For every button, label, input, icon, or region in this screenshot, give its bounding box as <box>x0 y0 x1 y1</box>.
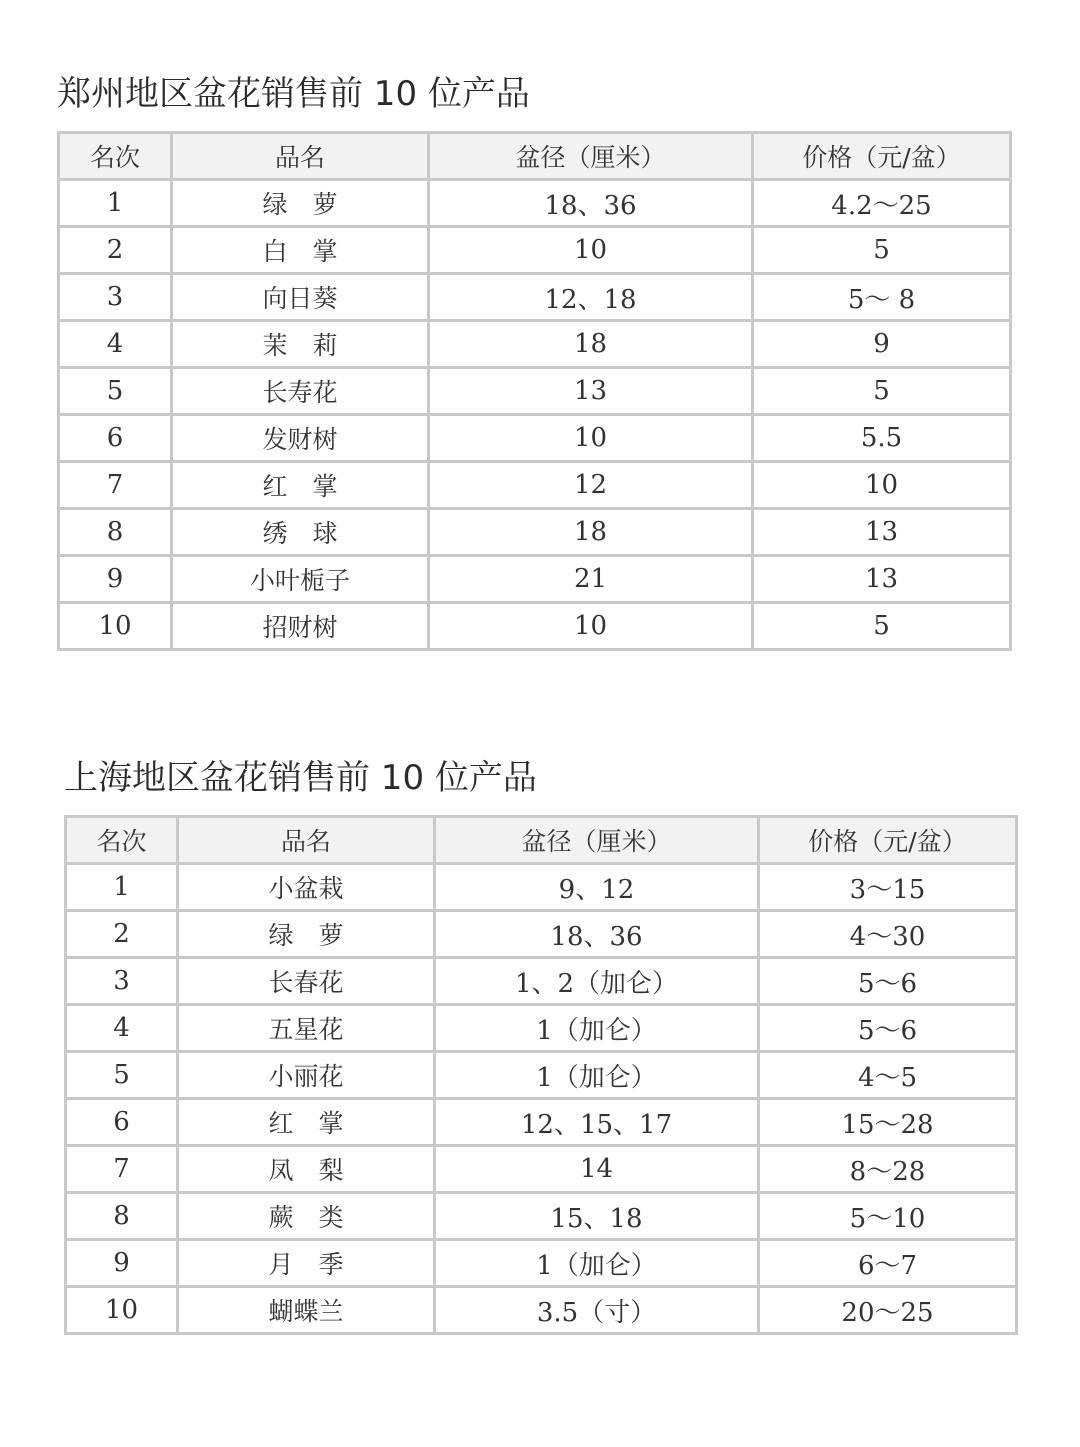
col-header-pot-size: 盆径（厘米） <box>429 133 753 180</box>
price-cell: 4～5 <box>759 1052 1017 1099</box>
product-name-cell: 红 掌 <box>178 1099 435 1146</box>
rank-cell: 2 <box>59 227 172 274</box>
table-row <box>66 1193 1017 1240</box>
price-cell: 6～7 <box>759 1240 1017 1287</box>
col-header-rank: 名次 <box>59 133 172 180</box>
price-cell: 4.2～25 <box>753 180 1011 227</box>
pot-size-cell: 13 <box>429 368 753 415</box>
pot-size-cell: 12、15、17 <box>435 1099 759 1146</box>
product-name-cell: 小盆栽 <box>178 864 435 911</box>
pot-size-cell: 9、12 <box>435 864 759 911</box>
rank-cell: 9 <box>66 1240 178 1287</box>
product-name-cell: 长寿花 <box>172 368 429 415</box>
rank-cell: 9 <box>59 556 172 603</box>
price-cell: 5～ 8 <box>753 274 1011 321</box>
rank-cell: 2 <box>66 911 178 958</box>
table-row <box>59 321 1011 368</box>
table-header-row <box>66 817 1017 864</box>
price-cell: 8～28 <box>759 1146 1017 1193</box>
price-cell: 5～10 <box>759 1193 1017 1240</box>
rank-cell: 8 <box>59 509 172 556</box>
product-name-cell: 白 掌 <box>172 227 429 274</box>
rank-cell: 1 <box>59 180 172 227</box>
rank-cell: 6 <box>59 415 172 462</box>
price-cell: 5.5 <box>753 415 1011 462</box>
product-name-cell: 招财树 <box>172 603 429 650</box>
product-name-cell: 发财树 <box>172 415 429 462</box>
product-name-cell: 五星花 <box>178 1005 435 1052</box>
price-cell: 3～15 <box>759 864 1017 911</box>
pot-size-cell: 1、2（加仑） <box>435 958 759 1005</box>
pot-size-cell: 10 <box>429 227 753 274</box>
pot-size-cell: 10 <box>429 415 753 462</box>
table-header-row <box>59 133 1011 180</box>
pot-size-cell: 14 <box>435 1146 759 1193</box>
price-cell: 5～6 <box>759 958 1017 1005</box>
pot-size-cell: 21 <box>429 556 753 603</box>
pot-size-cell: 15、18 <box>435 1193 759 1240</box>
col-header-rank: 名次 <box>66 817 178 864</box>
pot-size-cell: 18 <box>429 509 753 556</box>
pot-size-cell: 18、36 <box>435 911 759 958</box>
pot-size-cell: 12、18 <box>429 274 753 321</box>
price-cell: 15～28 <box>759 1099 1017 1146</box>
rank-cell: 7 <box>66 1146 178 1193</box>
rank-cell: 3 <box>66 958 178 1005</box>
table-row <box>66 1146 1017 1193</box>
product-name-cell: 月 季 <box>178 1240 435 1287</box>
zhengzhou-title: 郑州地区盆花销售前 10 位产品 <box>57 74 530 114</box>
col-header-name: 品名 <box>178 817 435 864</box>
rank-cell: 4 <box>59 321 172 368</box>
col-header-price: 价格（元/盆） <box>753 133 1011 180</box>
table-row <box>66 1240 1017 1287</box>
table-row <box>59 603 1011 650</box>
shanghai-sales-table <box>64 815 1018 1335</box>
price-cell: 10 <box>753 462 1011 509</box>
rank-cell: 7 <box>59 462 172 509</box>
pot-size-cell: 10 <box>429 603 753 650</box>
price-cell: 20～25 <box>759 1287 1017 1334</box>
rank-cell: 4 <box>66 1005 178 1052</box>
price-cell: 9 <box>753 321 1011 368</box>
table-row <box>59 462 1011 509</box>
col-header-price: 价格（元/盆） <box>759 817 1017 864</box>
table-row <box>66 1287 1017 1334</box>
product-name-cell: 蕨 类 <box>178 1193 435 1240</box>
rank-cell: 5 <box>66 1052 178 1099</box>
product-name-cell: 茉 莉 <box>172 321 429 368</box>
table-row <box>66 1005 1017 1052</box>
product-name-cell: 绣 球 <box>172 509 429 556</box>
rank-cell: 10 <box>66 1287 178 1334</box>
product-name-cell: 绿 萝 <box>172 180 429 227</box>
product-name-cell: 小叶栀子 <box>172 556 429 603</box>
price-cell: 5～6 <box>759 1005 1017 1052</box>
pot-size-cell: 12 <box>429 462 753 509</box>
col-header-pot-size: 盆径（厘米） <box>435 817 759 864</box>
table-row <box>66 911 1017 958</box>
price-cell: 13 <box>753 509 1011 556</box>
table-row <box>59 556 1011 603</box>
price-cell: 5 <box>753 368 1011 415</box>
table-row <box>66 958 1017 1005</box>
rank-cell: 1 <box>66 864 178 911</box>
pot-size-cell: 18、36 <box>429 180 753 227</box>
product-name-cell: 长春花 <box>178 958 435 1005</box>
product-name-cell: 凤 梨 <box>178 1146 435 1193</box>
table-row <box>66 1099 1017 1146</box>
price-cell: 4～30 <box>759 911 1017 958</box>
rank-cell: 6 <box>66 1099 178 1146</box>
zhengzhou-sales-table <box>57 131 1012 651</box>
table-row <box>66 1052 1017 1099</box>
table-row <box>59 180 1011 227</box>
table-row <box>66 864 1017 911</box>
pot-size-cell: 3.5（寸） <box>435 1287 759 1334</box>
product-name-cell: 绿 萝 <box>178 911 435 958</box>
table-row <box>59 227 1011 274</box>
pot-size-cell: 1（加仑） <box>435 1052 759 1099</box>
product-name-cell: 蝴蝶兰 <box>178 1287 435 1334</box>
table-row <box>59 415 1011 462</box>
price-cell: 13 <box>753 556 1011 603</box>
rank-cell: 10 <box>59 603 172 650</box>
rank-cell: 3 <box>59 274 172 321</box>
price-cell: 5 <box>753 227 1011 274</box>
col-header-name: 品名 <box>172 133 429 180</box>
product-name-cell: 红 掌 <box>172 462 429 509</box>
table-row <box>59 509 1011 556</box>
pot-size-cell: 1（加仑） <box>435 1240 759 1287</box>
table-row <box>59 368 1011 415</box>
rank-cell: 8 <box>66 1193 178 1240</box>
product-name-cell: 向日葵 <box>172 274 429 321</box>
shanghai-title: 上海地区盆花销售前 10 位产品 <box>64 758 537 798</box>
table-row <box>59 274 1011 321</box>
price-cell: 5 <box>753 603 1011 650</box>
rank-cell: 5 <box>59 368 172 415</box>
pot-size-cell: 1（加仑） <box>435 1005 759 1052</box>
pot-size-cell: 18 <box>429 321 753 368</box>
product-name-cell: 小丽花 <box>178 1052 435 1099</box>
